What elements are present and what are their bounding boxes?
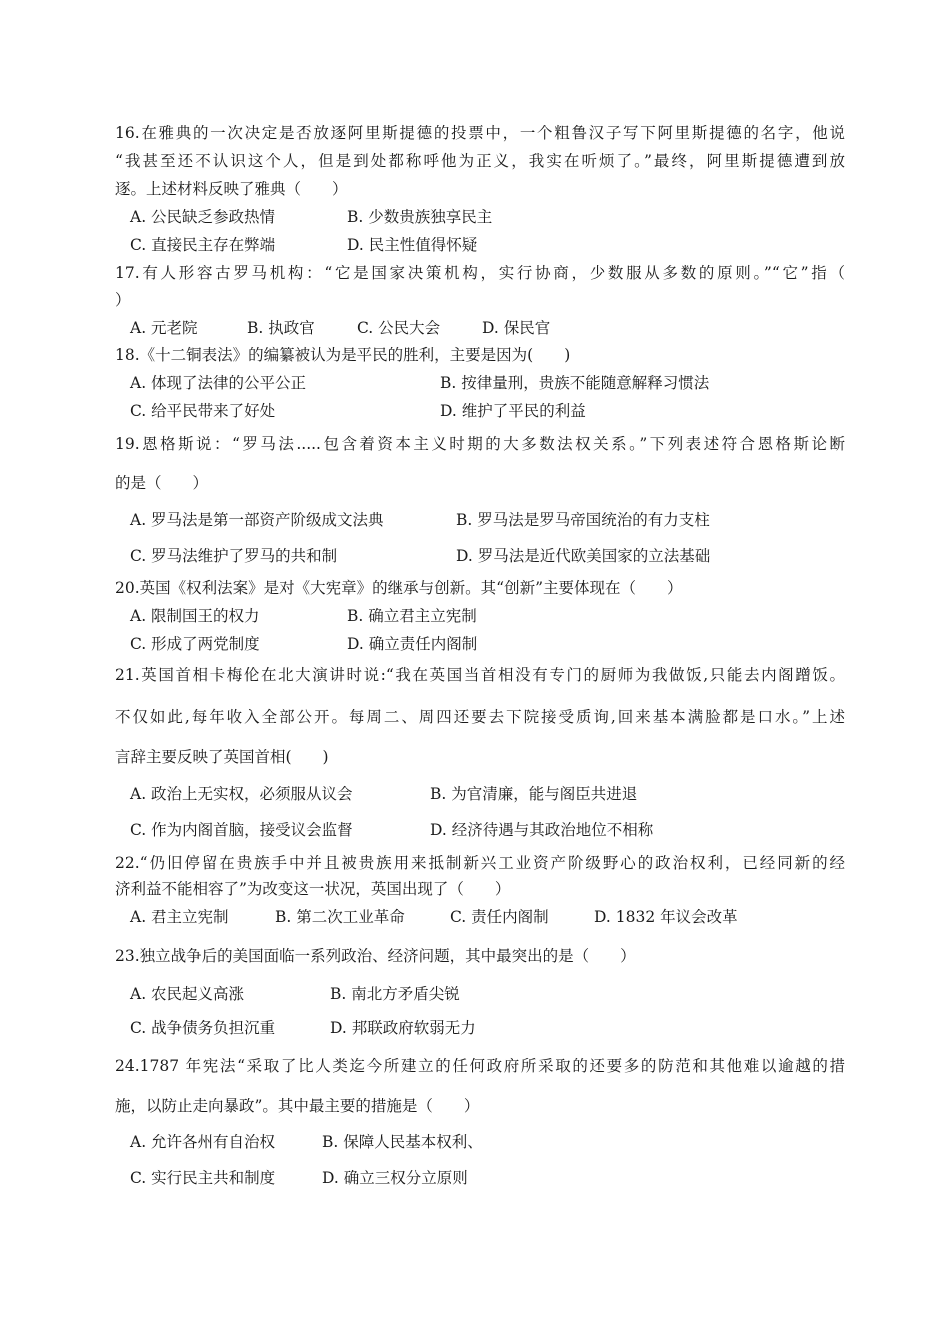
question-22-option-c: C. 责任内阁制 xyxy=(450,908,549,926)
question-18-option-a: A. 体现了法律的公平公正 xyxy=(130,374,307,392)
question-18-option-b: B. 按律量刑，贵族不能随意解释习惯法 xyxy=(440,374,710,392)
question-21-option-b: B. 为官清廉，能与阁臣共进退 xyxy=(430,785,638,803)
question-24-line-1: 24.1787 年宪法“采取了比人类迄今所建立的任何政府所采取的还要多的防范和其他难以逾越的措 xyxy=(115,1057,845,1075)
question-24-option-a: A. 允许各州有自治权 xyxy=(130,1133,276,1151)
question-17-line-2: ） xyxy=(115,291,131,309)
question-16-option-c: C. 直接民主存在弊端 xyxy=(130,236,276,254)
question-16-line-2: “我甚至还不认识这个人，但是到处都称呼他为正义，我实在听烦了。”最终，阿里斯提德遭到放 xyxy=(115,152,845,170)
question-20-line-1: 20.英国《权利法案》是对《大宪章》的继承与创新。其“创新”主要体现在（ ） xyxy=(115,579,683,597)
question-24-option-d: D. 确立三权分立原则 xyxy=(322,1169,468,1187)
question-23-option-b: B. 南北方矛盾尖锐 xyxy=(330,985,460,1003)
question-19-option-a: A. 罗马法是第一部资产阶级成文法典 xyxy=(130,511,384,529)
question-19-option-c: C. 罗马法维护了罗马的共和制 xyxy=(130,547,338,565)
question-20-option-c: C. 形成了两党制度 xyxy=(130,635,260,653)
question-17-option-b: B. 执政官 xyxy=(247,319,315,337)
question-18-line-1: 18.《十二铜表法》的编纂被认为是平民的胜利，主要是因为( ) xyxy=(115,346,571,364)
question-17-option-d: D. 保民官 xyxy=(482,319,551,337)
question-16-option-d: D. 民主性值得怀疑 xyxy=(347,236,478,254)
question-22-option-d: D. 1832 年议会改革 xyxy=(594,908,738,926)
question-17-line-1: 17.有人形容古罗马机构：“它是国家决策机构，实行协商，少数服从多数的原则。”“它”指（ xyxy=(115,264,845,282)
question-22-option-b: B. 第二次工业革命 xyxy=(275,908,405,926)
question-21-option-c: C. 作为内阁首脑，接受议会监督 xyxy=(130,821,353,839)
question-21-line-2: 不仅如此,每年收入全部公开。每周二、周四还要去下院接受质询,回来基本满脸都是口水。”上述 xyxy=(115,708,845,726)
question-20-option-a: A. 限制国王的权力 xyxy=(130,607,260,625)
question-18-option-c: C. 给平民带来了好处 xyxy=(130,402,276,420)
question-24-line-2: 施，以防止走向暴政”。其中最主要的措施是（ ） xyxy=(115,1097,480,1115)
question-21-option-a: A. 政治上无实权，必须服从议会 xyxy=(130,785,353,803)
question-22-line-1: 22.“仍旧停留在贵族手中并且被贵族用来抵制新兴工业资产阶级野心的政治权利，已经同新的经 xyxy=(115,854,845,872)
question-21-line-3: 言辞主要反映了英国首相( ) xyxy=(115,748,329,766)
question-16-option-b: B. 少数贵族独享民主 xyxy=(347,208,493,226)
question-24-option-c: C. 实行民主共和制度 xyxy=(130,1169,276,1187)
question-17-option-a: A. 元老院 xyxy=(130,319,198,337)
question-16-line-3: 逐。上述材料反映了雅典（ ） xyxy=(115,180,348,198)
question-22-line-2: 济利益不能相容了”为改变这一状况，英国出现了（ ） xyxy=(115,880,511,898)
question-23-option-c: C. 战争债务负担沉重 xyxy=(130,1019,276,1037)
question-19-line-2: 的是（ ） xyxy=(115,474,209,492)
question-20-option-b: B. 确立君主立宪制 xyxy=(347,607,477,625)
question-20-option-d: D. 确立责任内阁制 xyxy=(347,635,478,653)
question-18-option-d: D. 维护了平民的利益 xyxy=(440,402,586,420)
question-23-line-1: 23.独立战争后的美国面临一系列政治、经济问题，其中最突出的是（ ） xyxy=(115,947,636,965)
question-24-option-b: B. 保障人民基本权利、 xyxy=(322,1133,483,1151)
question-22-option-a: A. 君主立宪制 xyxy=(130,908,229,926)
question-23-option-a: A. 农民起义高涨 xyxy=(130,985,245,1003)
question-16-option-a: A. 公民缺乏参政热情 xyxy=(130,208,276,226)
question-19-line-1: 19.恩格斯说：“罗马法.....包含着资本主义时期的大多数法权关系。”下列表述符合恩格斯论断 xyxy=(115,435,845,453)
question-17-option-c: C. 公民大会 xyxy=(357,319,441,337)
question-16-line-1: 16.在雅典的一次决定是否放逐阿里斯提德的投票中，一个粗鲁汉子写下阿里斯提德的名字，他说 xyxy=(115,124,845,142)
question-19-option-b: B. 罗马法是罗马帝国统治的有力支柱 xyxy=(456,511,710,529)
question-21-line-1: 21.英国首相卡梅伦在北大演讲时说:“我在英国当首相没有专门的厨师为我做饭,只能去内阁蹭饭。 xyxy=(115,666,845,684)
question-19-option-d: D. 罗马法是近代欧美国家的立法基础 xyxy=(456,547,711,565)
question-21-option-d: D. 经济待遇与其政治地位不相称 xyxy=(430,821,654,839)
question-23-option-d: D. 邦联政府软弱无力 xyxy=(330,1019,476,1037)
